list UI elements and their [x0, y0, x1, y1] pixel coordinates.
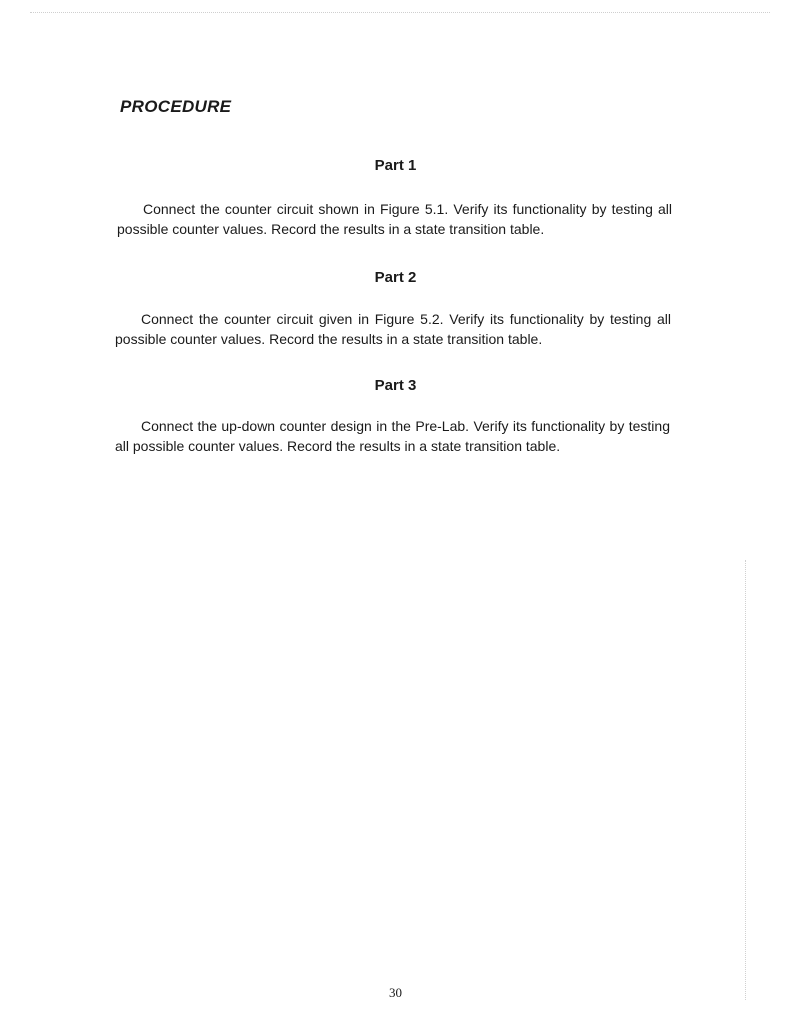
part-1-paragraph	[117, 199, 672, 239]
part-1-title: Part 1	[374, 157, 417, 174]
part-1-text: Connect the counter circuit shown in Figure 5.1. Verify its functionality by testing all possible counter values. Record the results in a state transition table.	[117, 201, 672, 237]
section-heading: PROCEDURE	[120, 97, 232, 116]
part-2-paragraph	[115, 309, 671, 349]
part-2-text: Connect the counter circuit given in Figure 5.2. Verify its functionality by testing all possible counter values. Record the results in a state transition table.	[115, 311, 671, 347]
part-3-text: Connect the up-down counter design in the Pre-Lab. Verify its functionality by testing all possible counter values. Record the results in a state transition table.	[115, 418, 670, 454]
part-2-title: Part 2	[374, 269, 417, 286]
part-3-title: Part 3	[374, 377, 417, 394]
scan-artifact-top	[30, 12, 770, 13]
scan-artifact-right	[745, 560, 746, 1000]
page-number: 30	[389, 985, 402, 1000]
part-3-paragraph	[115, 416, 670, 456]
